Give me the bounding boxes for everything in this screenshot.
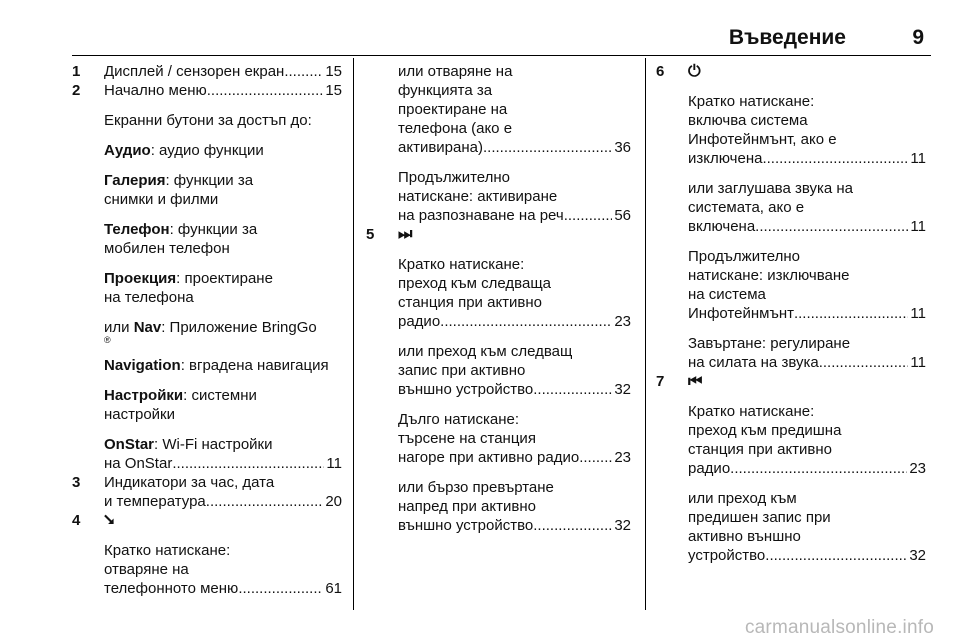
toc-entry: активирана) ..... 36 bbox=[398, 138, 631, 157]
item-number: 6 bbox=[656, 63, 665, 80]
page-ref: 36 bbox=[614, 139, 631, 156]
page-header bbox=[0, 0, 960, 60]
item-2 bbox=[72, 81, 342, 473]
toc-entry: на силата на звука ..... 11 bbox=[688, 353, 926, 372]
column-divider-2 bbox=[645, 58, 646, 610]
column-1 bbox=[72, 62, 342, 598]
page-ref: 56 bbox=[614, 207, 631, 224]
item-6: 6 ⏻ Кратко натискане: включва система Инфотейнмънт, ако е изключена ..... 11 или заглушава звука на системата, ако е включена ..... 11 Продължително натискане: изключване на система Инфотейнмънт ..... 11 Завъртане: регулиране на силата на звука ..... 11 bbox=[656, 62, 926, 372]
item-4-continued: или отваряне на функцията за проектиране на телефона (ако е активирана) ..... 36 Продължително натискане: активиране на разпознаване на реч ..... 56 bbox=[366, 62, 631, 225]
toc-entry: Начално меню ..... 15 bbox=[104, 81, 342, 100]
item-number: 5 bbox=[366, 226, 375, 243]
section-title: Въведение bbox=[728, 26, 846, 49]
page-ref: 11 bbox=[910, 150, 926, 167]
intro-text: Екранни бутони за достъп до: bbox=[104, 112, 312, 129]
toc-entry: Инфотейнмънт ..... 11 bbox=[688, 304, 926, 323]
page-ref: 32 bbox=[909, 547, 926, 564]
page-ref: 23 bbox=[614, 313, 631, 330]
toc-entry: радио ..... 23 bbox=[688, 459, 926, 478]
item-5: 5 ⏭ Кратко натискане: преход към следваща станция при активно радио ..... 23 или преход към следващ запис при активно външно устройство ..... 32 Дълго натискане: търсене на станция нагоре при активно радио ..... 23 или бързо превъртане напред при активно външно устройство ..... 32 bbox=[366, 225, 631, 535]
page-ref: 20 bbox=[325, 493, 342, 510]
page-ref: 23 bbox=[909, 460, 926, 477]
column-3 bbox=[656, 62, 926, 565]
item-number: 7 bbox=[656, 373, 665, 390]
toc-entry: Дисплей / сензорен екран ..... 15 bbox=[104, 62, 342, 81]
button-audio: Аудио: аудио функции bbox=[104, 142, 264, 159]
page-ref: 32 bbox=[614, 517, 631, 534]
column-divider-1 bbox=[353, 58, 354, 610]
page-ref: 32 bbox=[614, 381, 631, 398]
toc-entry: на разпознаване на реч ..... 56 bbox=[398, 206, 631, 225]
item-number: 2 bbox=[72, 82, 81, 99]
button-settings: Настройки: системни настройки bbox=[104, 387, 257, 423]
header-rule bbox=[72, 55, 931, 56]
page-ref: 11 bbox=[326, 455, 342, 472]
item-4: 4 ⭨ Кратко натискане: отваряне на телефонното меню ..... 61 bbox=[72, 511, 342, 598]
toc-entry: външно устройство ..... 32 bbox=[398, 516, 631, 535]
previous-track-icon: ⏮ bbox=[688, 373, 703, 390]
toc-entry: външно устройство ..... 32 bbox=[398, 380, 631, 399]
phone-icon: ⭨ bbox=[104, 512, 115, 529]
page-ref: 15 bbox=[325, 82, 342, 99]
toc-entry: изключена ..... 11 bbox=[688, 149, 926, 168]
item-number: 1 bbox=[72, 63, 81, 80]
toc-entry: устройство ..... 32 bbox=[688, 546, 926, 565]
page-number: 9 bbox=[912, 26, 924, 49]
watermark-text: carmanualsonline.info bbox=[744, 617, 934, 638]
button-onstar: OnStar: Wi-Fi настройки на OnStar ..... 11 bbox=[104, 435, 342, 473]
toc-entry: на OnStar ..... 11 bbox=[104, 454, 342, 473]
registered-mark: ® bbox=[104, 335, 111, 345]
page-ref: 15 bbox=[325, 63, 342, 80]
item-7: 7 ⏮ Кратко натискане: преход към предишна станция при активно радио ..... 23 или преход към предишен запис при активно външно устройство ..... 32 bbox=[656, 372, 926, 565]
button-nav: или Nav: Приложение BringGo ® bbox=[104, 318, 342, 345]
item-3: 3 Индикатори за час, дата и температура ..... 20 bbox=[72, 473, 342, 511]
item-1 bbox=[72, 62, 342, 81]
page-ref: 11 bbox=[910, 218, 926, 235]
toc-entry: и температура ..... 20 bbox=[104, 492, 342, 511]
toc-entry: телефонното меню ..... 61 bbox=[104, 579, 342, 598]
page-ref: 23 bbox=[614, 449, 631, 466]
button-phone: Телефон: функции за мобилен телефон bbox=[104, 221, 258, 257]
item-number: 4 bbox=[72, 512, 81, 529]
toc-entry: радио ..... 23 bbox=[398, 312, 631, 331]
power-icon: ⏻ bbox=[688, 63, 701, 80]
toc-entry: включена ..... 11 bbox=[688, 217, 926, 236]
page-ref: 11 bbox=[910, 354, 926, 371]
next-track-icon: ⏭ bbox=[398, 226, 413, 243]
item-number: 3 bbox=[72, 474, 81, 491]
button-gallery: Галерия: функции за снимки и филми bbox=[104, 172, 254, 208]
page-ref: 61 bbox=[325, 580, 342, 597]
button-navigation: Navigation: вградена навигация bbox=[104, 357, 329, 374]
toc-entry: нагоре при активно радио ..... 23 bbox=[398, 448, 631, 467]
column-2 bbox=[366, 62, 631, 535]
button-projection: Проекция: проектиране на телефона bbox=[104, 270, 273, 306]
page-ref: 11 bbox=[910, 305, 926, 322]
